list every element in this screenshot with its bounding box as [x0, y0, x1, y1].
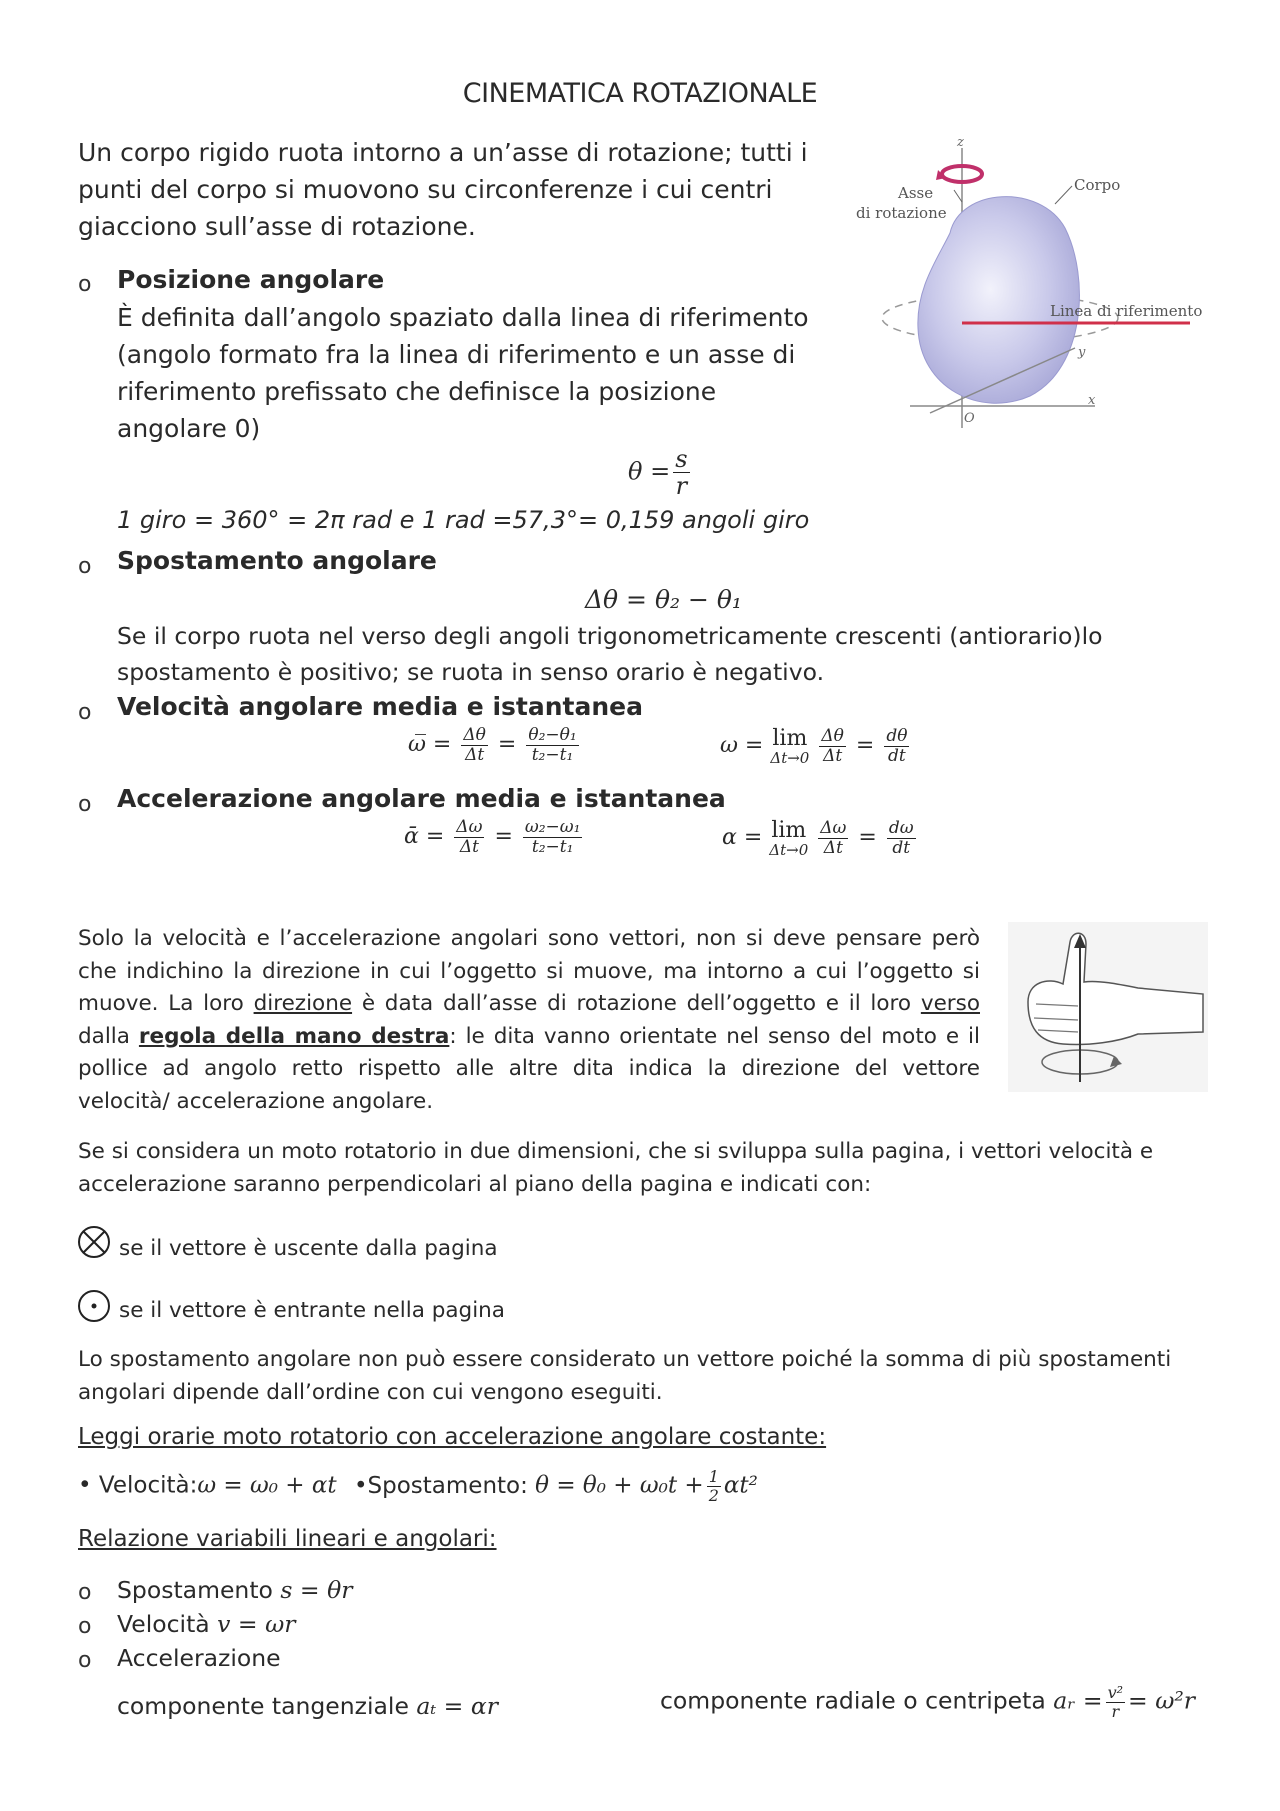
- relation-heading: Relazione variabili lineari e angolari:: [78, 1526, 497, 1552]
- laws-formulas: • Velocità:ω = ω₀ + αt •Spostamento: θ = θ₀ + ω₀t + $\frac{1}{2}$ αt²: [78, 1467, 758, 1505]
- not-vector-paragraph: Lo spostamento angolare non può essere considerato un vettore poiché la somma di più spostamenti angolari dipende dall’ordine con cui vengono eseguiti.: [78, 1347, 1172, 1405]
- vectors-paragraph: Solo la velocità e l’accelerazione angolari sono vettori, non si deve pensare però che indichino la direzione in cui l’oggetto si muove, ma intorno a cui l’oggetto si muove. La loro direzione è data dall’asse di rotazione dell’oggetto e il loro verso dalla regola della mano destra: le dita vanno orientate nel senso del moto e il pollice ad angolo retto rispetto alle altre dita indica la direzione del vettore velocità/ accelerazione angolare.: [78, 926, 980, 1114]
- tangential-component: componente tangenziale aₜ = αr: [117, 1692, 498, 1720]
- position-text-line: angolare 0): [117, 414, 261, 443]
- bullet: o: [78, 700, 92, 725]
- bullet: o: [78, 1648, 92, 1673]
- instant-acceleration-formula: α = lim Δt→0 $\frac{\Delta\omega}{\Delta t}$ = $\frac{d\omega}{dt}$: [722, 817, 914, 859]
- bullet: o: [78, 792, 92, 817]
- displacement-text-line: Se il corpo ruota nel verso degli angoli trigonometricamente crescenti (antiorario)lo: [117, 622, 1103, 650]
- position-text: [117, 299, 837, 447]
- position-text-line: (angolo formato fra la linea di riferimento e un asse di: [117, 340, 796, 369]
- origin-label: O: [964, 411, 975, 426]
- radial-component: componente radiale o centripeta aᵣ = $\frac{\text{v²}}{r}$ = ω²r: [660, 1683, 1196, 1721]
- axis-label-2: di rotazione: [856, 204, 947, 222]
- displacement-formula: Δθ = θ₂ − θ₁: [585, 585, 742, 614]
- rel-velocity: Velocità v = ωr: [117, 1610, 296, 1638]
- position-text-line: riferimento prefissato che definisce la posizione: [117, 377, 717, 406]
- displacement-heading: Spostamento angolare: [117, 546, 437, 575]
- position-text-line: È definita dall’angolo spaziato dalla linea di riferimento: [117, 303, 809, 332]
- rel-displacement: Spostamento s = θr: [117, 1576, 353, 1604]
- acceleration-heading: Accelerazione angolare media e istantanea: [117, 784, 726, 813]
- instant-velocity-formula: ω = lim Δt→0 $\frac{\Delta\theta}{\Delta t}$ = $\frac{d\theta}{dt}$: [720, 725, 908, 767]
- right-hand-rule-figure: [1008, 922, 1208, 1092]
- body-shape-icon: [918, 197, 1080, 404]
- vector-in-text: se il vettore è entrante nella pagina: [119, 1298, 505, 1323]
- rigid-body-figure: [850, 138, 1210, 433]
- velocity-heading: Velocità angolare media e istantanea: [117, 692, 643, 721]
- vector-out-symbol-icon: [76, 1224, 116, 1264]
- giro-text: 1 giro = 360° = 2π rad e 1 rad =57,3°= 0,159 angoli giro: [117, 506, 810, 534]
- bullet: o: [78, 554, 92, 579]
- y-label: y: [1078, 345, 1086, 360]
- laws-heading: Leggi orarie moto rotatorio con accelerazione angolare costante:: [78, 1424, 827, 1450]
- x-label: x: [1088, 393, 1096, 408]
- theta-formula: θ = $\frac{s}{r}$: [628, 445, 688, 501]
- position-heading: Posizione angolare: [117, 265, 385, 294]
- intro-paragraph: Un corpo rigido ruota intorno a un’asse di rotazione; tutti i punti del corpo si muovono su circonferenze i cui centri giacciono sull’asse di rotazione.: [78, 138, 808, 241]
- mean-acceleration-formula: ᾱ = $\frac{\Delta\omega}{\Delta t}$ = $\frac{\text{ω₂−ω₁}}{\text{t₂−t₁}}$: [404, 817, 581, 857]
- bullet: o: [78, 272, 92, 297]
- two-d-paragraph: Se si considera un moto rotatorio in due dimensioni, che si sviluppa sulla pagina, i vettori velocità e accelerazione saranno perpendicolari al piano della pagina e indicati con:: [78, 1139, 1154, 1197]
- vector-in-symbol-icon: [76, 1288, 116, 1328]
- rel-acceleration: Accelerazione: [117, 1644, 281, 1672]
- mean-velocity-formula: ω̅ = $\frac{\Delta\theta}{\Delta t}$ = $\frac{\text{θ₂−θ₁}}{\text{t₂−t₁}}$: [408, 725, 577, 765]
- axis-label-1: Asse: [898, 184, 934, 202]
- displacement-text-line: spostamento è positivo; se ruota in senso orario è negativo.: [117, 658, 825, 686]
- body-label: Corpo: [1074, 176, 1121, 194]
- vector-out-text: se il vettore è uscente dalla pagina: [119, 1236, 498, 1261]
- bullet: o: [78, 1614, 92, 1639]
- page-title: CINEMATICA ROTAZIONALE: [462, 78, 818, 109]
- z-label: z: [957, 138, 964, 150]
- reference-line-label: Linea di riferimento: [1050, 302, 1203, 320]
- bullet: o: [78, 1580, 92, 1605]
- displacement-text: [117, 618, 1217, 690]
